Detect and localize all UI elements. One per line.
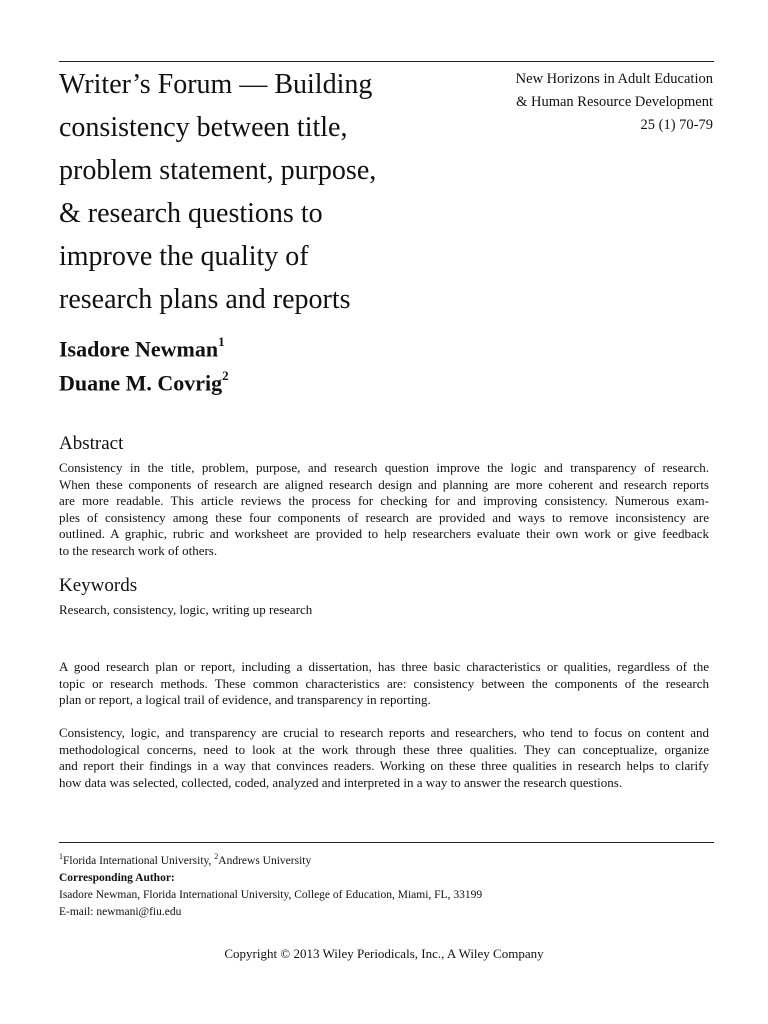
title-line: research plans and reports bbox=[59, 284, 351, 315]
keywords-heading: Keywords bbox=[59, 575, 138, 596]
body-line: Consistency, logic, and transparency are crucial to research reports and researchers, who tend to focus on content and bbox=[59, 725, 709, 740]
author-name bbox=[59, 336, 225, 362]
author-affiliation-mark: 2 bbox=[222, 368, 229, 383]
title-line: & research questions to bbox=[59, 198, 323, 229]
body-line: and report their findings in a way that convinces readers. Working on these three qualities in research helps to clarify bbox=[59, 758, 709, 773]
body-line: methodological concerns, need to look at the work through these three qualities. They can conceptualize, organize bbox=[59, 741, 709, 757]
body-line: plan or report, a logical trail of evidence, and transparency in reporting. bbox=[59, 692, 431, 707]
title-line: improve the quality of bbox=[59, 241, 309, 272]
body-paragraph bbox=[59, 725, 709, 791]
body-line: how data was selected, collected, coded, analyzed and interpreted in a way to answer the research questions. bbox=[59, 774, 623, 790]
abstract-line: to the research work of others. bbox=[59, 542, 218, 558]
corresponding-author-address: Isadore Newman, Florida International University, College of Education, Miami, FL, 33199 bbox=[59, 888, 483, 901]
body-line: topic or research methods. These common characteristics are: consistency between the components of the research bbox=[59, 675, 709, 691]
abstract-line: ples of consistency among these four components of research are provided and ways to remove inconsistency are bbox=[59, 509, 709, 525]
journal-name-line: New Horizons in Adult Education bbox=[515, 71, 713, 87]
title-line: problem statement, purpose, bbox=[59, 155, 377, 186]
author-name-text: Duane M. Covrig bbox=[59, 370, 223, 396]
affiliations bbox=[59, 848, 482, 870]
abstract-heading: Abstract bbox=[59, 433, 124, 454]
copyright-notice: Copyright © 2013 Wiley Periodicals, Inc., A Wiley Company bbox=[224, 946, 544, 961]
footnote-rule bbox=[59, 842, 714, 843]
author-name-text: Isadore Newman bbox=[59, 336, 219, 362]
abstract-line: are more readable. This article reviews the process for checking for and improving consistency. Numerous exam- bbox=[59, 493, 709, 508]
corresponding-author-email: E-mail: newmani@fiu.edu bbox=[59, 905, 182, 918]
journal-info bbox=[516, 68, 713, 137]
abstract-line: When these components of research are aligned research design and planning are more coherent and research reports bbox=[59, 476, 709, 492]
affiliation-text: Andrews University bbox=[218, 854, 312, 867]
title-line: consistency between title, bbox=[59, 112, 348, 143]
body-paragraph bbox=[59, 659, 709, 709]
affiliation-mark: 1 bbox=[59, 852, 63, 861]
abstract-line: outlined. A graphic, rubric and worksheet are provided to help researchers evaluate their own work or give feedback bbox=[59, 526, 709, 541]
journal-volume: 25 (1) 70-79 bbox=[640, 117, 713, 133]
footnotes bbox=[59, 848, 482, 921]
abstract-line: Consistency in the title, problem, purpose, and research question improve the logic and transparency of research. bbox=[59, 460, 709, 475]
keywords-text: Research, consistency, logic, writing up research bbox=[59, 602, 313, 617]
title-line: Writer’s Forum — Building bbox=[59, 69, 373, 100]
journal-name-line: & Human Resource Development bbox=[516, 94, 713, 110]
affiliation-text: Florida International University, bbox=[63, 854, 215, 867]
author-affiliation-mark: 1 bbox=[218, 334, 225, 349]
corresponding-author-label: Corresponding Author: bbox=[59, 871, 175, 884]
body-line: A good research plan or report, including a dissertation, has three basic characteristics or qualities, regardless of the bbox=[59, 659, 709, 674]
article-title bbox=[59, 63, 459, 321]
top-rule bbox=[59, 61, 714, 62]
author-name bbox=[59, 370, 229, 396]
affiliation-mark: 2 bbox=[214, 852, 219, 861]
abstract-text bbox=[59, 460, 709, 559]
